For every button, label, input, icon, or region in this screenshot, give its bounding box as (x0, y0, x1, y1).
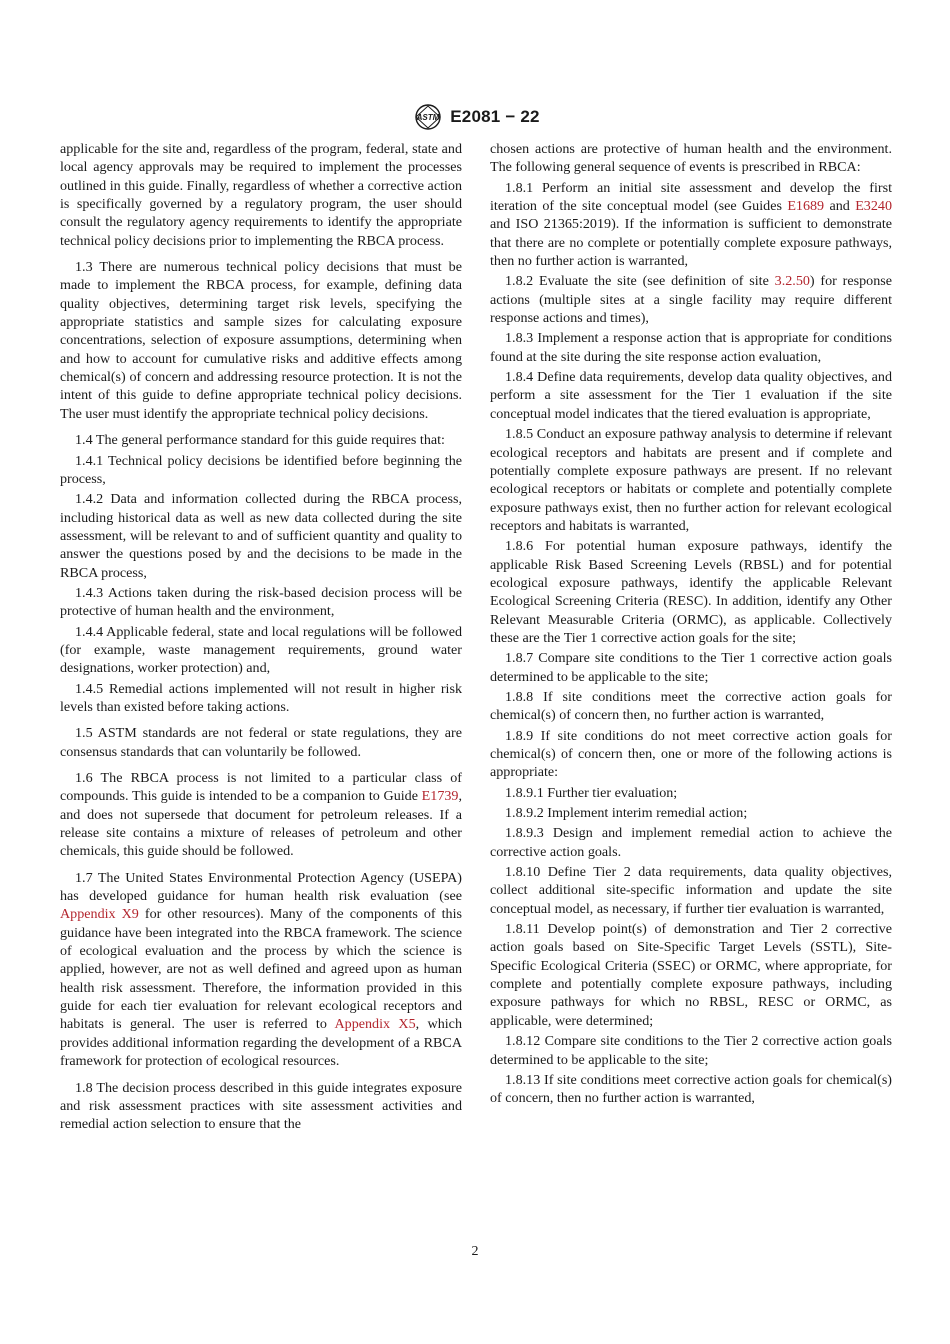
paragraph-1-8-1-text-b: and (824, 198, 856, 215)
link-e1689[interactable]: E1689 (787, 198, 825, 215)
paragraph-1-8-7: 1.8.7 Compare site conditions to the Tier 1 corrective action goals determined to be applicable to the site; (490, 650, 892, 685)
paragraph-1-8-1-text-c: and ISO 21365:2019). If the information is sufficient to demonstrate that there are no complete or potentially complete exposure pathways, then no further action is warranted, (490, 216, 892, 270)
paragraph-1-8-4: 1.8.4 Define data requirements, develop data quality objectives, and perform a site assessment for the Tier 1 evaluation if the site conceptual model indicates that the tiered evaluation is appropriate, (490, 369, 892, 422)
paragraph-1-6-text-a: 1.6 The RBCA process is not limited to a particular class of compounds. This guide is intended to be a companion to Guide (60, 770, 462, 805)
paragraph-1-8-12: 1.8.12 Compare site conditions to the Tier 2 corrective action goals determined to be applicable to the site; (490, 1033, 892, 1068)
paragraph-1-4-2: 1.4.2 Data and information collected during the RBCA process, including historical data as well as new data collected during the site assessment, will be relevant to and of sufficient quantity and quality to answer the questions posed by and the decisions to be made in the RBCA process, (60, 491, 462, 581)
right-column (490, 140, 892, 1108)
link-appendix-x9[interactable]: Appendix X9 (60, 906, 139, 923)
paragraph-1-5: 1.5 ASTM standards are not federal or state regulations, they are consensus standards that can voluntarily be followed. (60, 725, 462, 760)
paragraph-1-8-9-2: 1.8.9.2 Implement interim remedial action; (505, 805, 748, 822)
paragraph-1-8-6: 1.8.6 For potential human exposure pathways, identify the applicable Risk Based Screening Levels (RBSL) and for potential ecological exposure pathways, identify the applicable Relevant Ecological Screening Criteria (RESC). In addition, identify any Other Relevant Measurable Criteria (ORMC), as applicable. Collectively these are the Tier 1 corrective action goals for the site; (490, 538, 892, 646)
left-column (60, 140, 462, 1134)
paragraph-1-8-2 (490, 272, 892, 327)
paragraph-1-7-text-c: , which provides additional information regarding the development of a RBCA framework for protection of ecological resources. (60, 1016, 462, 1070)
paragraph-1-8-continued: chosen actions are protective of human health and the environment. The following general sequence of events is prescribed in RBCA: (490, 141, 892, 176)
astm-logo-text: ASTM (416, 113, 440, 122)
paragraph-1-4-1: 1.4.1 Technical policy decisions be identified before beginning the process, (60, 452, 462, 487)
standard-designation: E2081 − 22 (450, 107, 540, 126)
paragraph-1-7-text-b: for other resources). Many of the components of this guidance have been integrated into the RBCA framework. The science of ecological evaluation and the process by which the science is applied, however, are not as well defined and agreed upon as human health risk assessment. Therefore, the information provided in this guide for each tier evaluation for relevant ecological receptors and habitats is general. The user is referred to (60, 906, 462, 1033)
paragraph-1-7-text-a: 1.7 The United States Environmental Protection Agency (USEPA) has developed guidance for human health risk evaluation (see (60, 869, 462, 905)
paragraph-1-8: 1.8 The decision process described in this guide integrates exposure and risk assessment practices with site assessment activities and remedial action selection to ensure that the (60, 1079, 462, 1133)
paragraph-1-8-9-1: 1.8.9.1 Further tier evaluation; (505, 784, 678, 801)
paragraph-1-4-5: 1.4.5 Remedial actions implemented will not result in higher risk levels than existed before taking actions. (60, 680, 462, 715)
paragraph-1-8-3: 1.8.3 Implement a response action that is appropriate for conditions found at the site during the site response action evaluation, (490, 330, 892, 365)
paragraph-1-8-9: 1.8.9 If site conditions do not meet corrective action goals for chemical(s) of concern then, one or more of the following actions is appropriate: (490, 727, 892, 781)
link-e1739[interactable]: E1739 (421, 788, 459, 805)
link-3-2-50[interactable]: 3.2.50 (774, 273, 810, 290)
paragraph-1-6-text-b: , and does not supersede that document for petroleum releases. If a release site contains a mixture of releases of petroleum and other chemicals, this guide should be followed. (60, 788, 462, 860)
paragraph-1-8-2-text-a: 1.8.2 Evaluate the site (see definition of site (505, 273, 775, 290)
paragraph-1-6 (60, 769, 462, 861)
paragraph-1-4-3: 1.4.3 Actions taken during the risk-based decision process will be protective of human health and the environment, (60, 584, 462, 620)
paragraph-1-3: 1.3 There are numerous technical policy decisions that must be made to implement the RBCA process, for example, defining data quality objectives, determining target risk levels, specifying the appropriate statistics and sample sizes for calculating exposure concentrations, selection of exposure assumptions, determining when and how to account for cumulative risks and additive effects among chemical(s) of concern and addressing resource protection. It is not the intent of this guide to define appropriate technical policy decisions. The user must identify the appropriate technical policy decisions. (60, 259, 462, 422)
paragraph-1-4: 1.4 The general performance standard for this guide requires that: (75, 432, 445, 449)
astm-logo-icon (410, 103, 446, 131)
paragraph-1-7 (60, 869, 462, 1071)
page-number: 2 (471, 1244, 479, 1259)
paragraph-1-8-1 (490, 179, 892, 271)
paragraph-1-8-13: 1.8.13 If site conditions meet corrective action goals for chemical(s) of concern, then no further action is warranted, (490, 1071, 892, 1107)
paragraph-1-8-8: 1.8.8 If site conditions meet the corrective action goals for chemical(s) of concern then, no further action is warranted, (490, 688, 892, 724)
page-header (0, 103, 950, 131)
link-e3240[interactable]: E3240 (855, 198, 892, 215)
link-appendix-x5[interactable]: Appendix X5 (334, 1016, 416, 1033)
paragraph-1-8-9-3: 1.8.9.3 Design and implement remedial action to achieve the corrective action goals. (490, 825, 892, 860)
paragraph-intro-continued: applicable for the site and, regardless of the program, federal, state and local agency approvals may be required to implement the processes outlined in this guide. Finally, regardless of whether a corrective action is specifically governed by a regulatory program, the user should consult the regulatory agency requirements to identify the appropriate technical policy decisions prior to implementing the RBCA process. (60, 141, 462, 249)
paragraph-1-8-11: 1.8.11 Develop point(s) of demonstration and Tier 2 corrective action goals based on Site-Specific Target Levels (SSTL), Site-Specific Ecological Criteria (SSEC) or ORMC, where appropriate, for complete and potentially complete exposure pathways, including exposure pathways for which no RBSL, RESC or ORMC, as applicable, were determined; (490, 921, 892, 1029)
paragraph-1-8-10: 1.8.10 Define Tier 2 data requirements, data quality objectives, collect additional site-specific information and update the site conceptual model, as necessary, if further tier evaluation is warranted, (490, 864, 892, 917)
paragraph-1-8-1-text-a: 1.8.1 Perform an initial site assessment and develop the first iteration of the site conceptual model (see Guides (490, 179, 892, 215)
paragraph-1-4-4: 1.4.4 Applicable federal, state and local regulations will be followed (for example, waste management requirements, ground water designations, worker protection) and, (60, 623, 462, 677)
paragraph-1-8-5: 1.8.5 Conduct an exposure pathway analysis to determine if relevant ecological receptors and habitats are present and if complete and potentially complete exposure pathways are present. If no relevant ecological receptors or habitats or complete and potentially complete exposure pathways exist, then no further action for relevant ecological receptors and habitats is warranted, (490, 426, 892, 534)
paragraph-1-8-2-text-b: ) for response actions (multiple sites at a single facility may require different response actions and times), (490, 273, 892, 327)
